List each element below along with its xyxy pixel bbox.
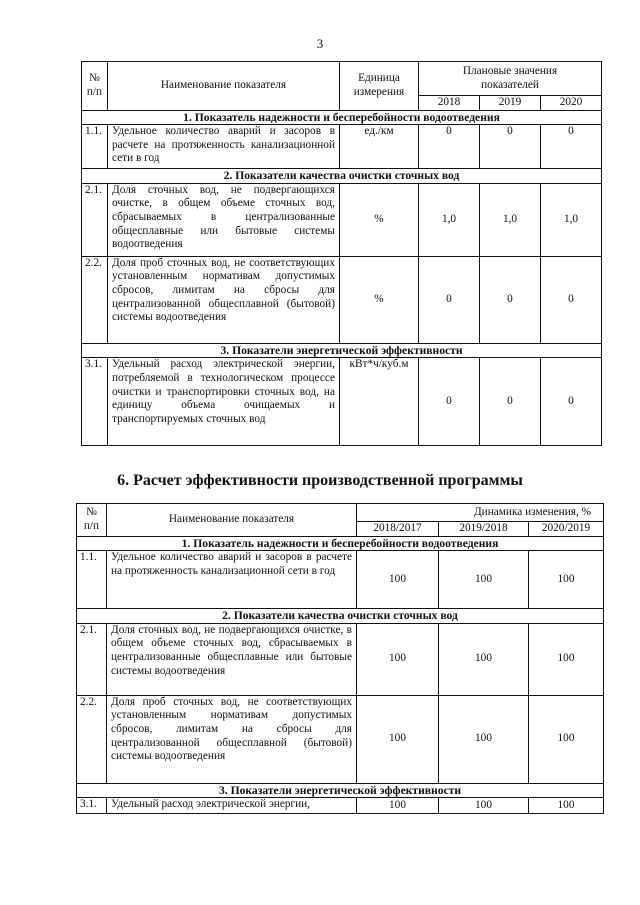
table-row — [77, 551, 604, 609]
value-cell: 0 — [419, 256, 480, 343]
row-number: 1.1. — [82, 125, 108, 169]
table-row — [82, 358, 602, 446]
row-number: 3.1. — [82, 358, 108, 446]
unit-value: ед./км — [340, 125, 419, 169]
table-row — [82, 183, 602, 256]
indicator-name: Доля проб сточных вод, не соответствующих установленным нормативам допустимых сбросов, лимитам на сбросы для централизованной общесплавной (бытовой) системы водоотведения — [108, 256, 340, 343]
unit-value: % — [340, 183, 419, 256]
header-period: 2019/2018 — [439, 522, 529, 537]
section-heading: 6. Расчет эффективности производственной программы — [117, 472, 523, 489]
value-cell: 0 — [541, 125, 602, 169]
page-number: 3 — [316, 36, 324, 51]
value-cell: 100 — [357, 798, 439, 814]
header-planned-values: Плановые значения показателей — [419, 62, 602, 96]
header-year: 2019 — [480, 96, 541, 111]
indicator-name: Доля проб сточных вод, не соответствующих установленным нормативам допустимых сбросов, лимитам на сбросы для централизованной общесплавной (бытовой) системы водоотведения — [107, 695, 357, 783]
value-cell: 100 — [529, 551, 604, 609]
header-unit: Единица измерения — [340, 62, 419, 111]
header-number: № п/п — [82, 62, 108, 111]
section-title: 2. Показатели качества очистки сточных вод — [77, 609, 604, 624]
value-cell: 1,0 — [541, 183, 602, 256]
table-row — [77, 695, 604, 783]
value-cell: 0 — [480, 256, 541, 343]
section-title: 1. Показатель надежности и бесперебойности водоотведения — [77, 536, 604, 551]
indicator-name: Доля сточных вод, не подвергающихся очистке, в общем объеме сточных вод, сбрасываемых в централизованные общесплавные или бытовые системы водоотведения — [107, 623, 357, 695]
indicator-name: Доля сточных вод, не подвергающихся очистке, в общем объеме сточных вод, сбрасываемых в централизованные общесплавные или бытовые системы водоотведения — [108, 183, 340, 256]
indicator-name: Удельный расход электрической энергии, — [107, 798, 357, 814]
header-year: 2018 — [419, 96, 480, 111]
value-cell: 100 — [357, 695, 439, 783]
row-number: 2.1. — [77, 623, 107, 695]
value-cell: 100 — [357, 551, 439, 609]
section-title: 3. Показатели энергетической эффективности — [82, 343, 602, 358]
unit-value: кВт*ч/куб.м — [340, 358, 419, 446]
indicator-name: Удельный расход электрической энергии, потребляемой в технологическом процессе очистки и транспортировки сточных вод, на единицу объема очищаемых и транспортируемых сточных вод — [108, 358, 340, 446]
value-cell: 100 — [439, 551, 529, 609]
value-cell: 100 — [529, 798, 604, 814]
indicator-name: Удельное количество аварий и засоров в расчете на протяженность канализационной сети в год — [107, 551, 357, 609]
header-period: 2020/2019 — [529, 522, 604, 537]
table-row — [77, 623, 604, 695]
indicator-name: Удельное количество аварий и засоров в расчете на протяженность канализационной сети в год — [108, 125, 340, 169]
row-number: 3.1. — [77, 798, 107, 814]
row-number: 2.1. — [82, 183, 108, 256]
value-cell: 0 — [541, 358, 602, 446]
value-cell: 100 — [357, 623, 439, 695]
header-period: 2018/2017 — [357, 522, 439, 537]
row-number: 2.2. — [82, 256, 108, 343]
header-number: № п/п — [77, 504, 107, 537]
header-year: 2020 — [541, 96, 602, 111]
header-indicator-name: Наименование показателя — [107, 504, 357, 537]
row-number: 1.1. — [77, 551, 107, 609]
header-dynamics: Динамика изменения, % — [357, 504, 604, 522]
table-row — [82, 125, 602, 169]
value-cell: 0 — [480, 358, 541, 446]
value-cell: 100 — [439, 623, 529, 695]
value-cell: 100 — [529, 623, 604, 695]
header-indicator-name: Наименование показателя — [108, 62, 340, 111]
section-title: 2. Показатели качества очистки сточных вод — [82, 169, 602, 184]
section-title: 1. Показатель надежности и бесперебойности водоотведения — [82, 110, 602, 125]
unit-value: % — [340, 256, 419, 343]
value-cell: 100 — [439, 695, 529, 783]
efficiency-table — [76, 503, 604, 814]
section-title: 3. Показатели энергетической эффективности — [77, 783, 604, 798]
table-row — [82, 256, 602, 343]
value-cell: 1,0 — [419, 183, 480, 256]
value-cell: 0 — [541, 256, 602, 343]
value-cell: 100 — [529, 695, 604, 783]
value-cell: 100 — [439, 798, 529, 814]
row-number: 2.2. — [77, 695, 107, 783]
value-cell: 0 — [419, 125, 480, 169]
planned-indicators-table — [81, 61, 602, 446]
value-cell: 0 — [480, 125, 541, 169]
value-cell: 1,0 — [480, 183, 541, 256]
table-row — [77, 798, 604, 814]
value-cell: 0 — [419, 358, 480, 446]
